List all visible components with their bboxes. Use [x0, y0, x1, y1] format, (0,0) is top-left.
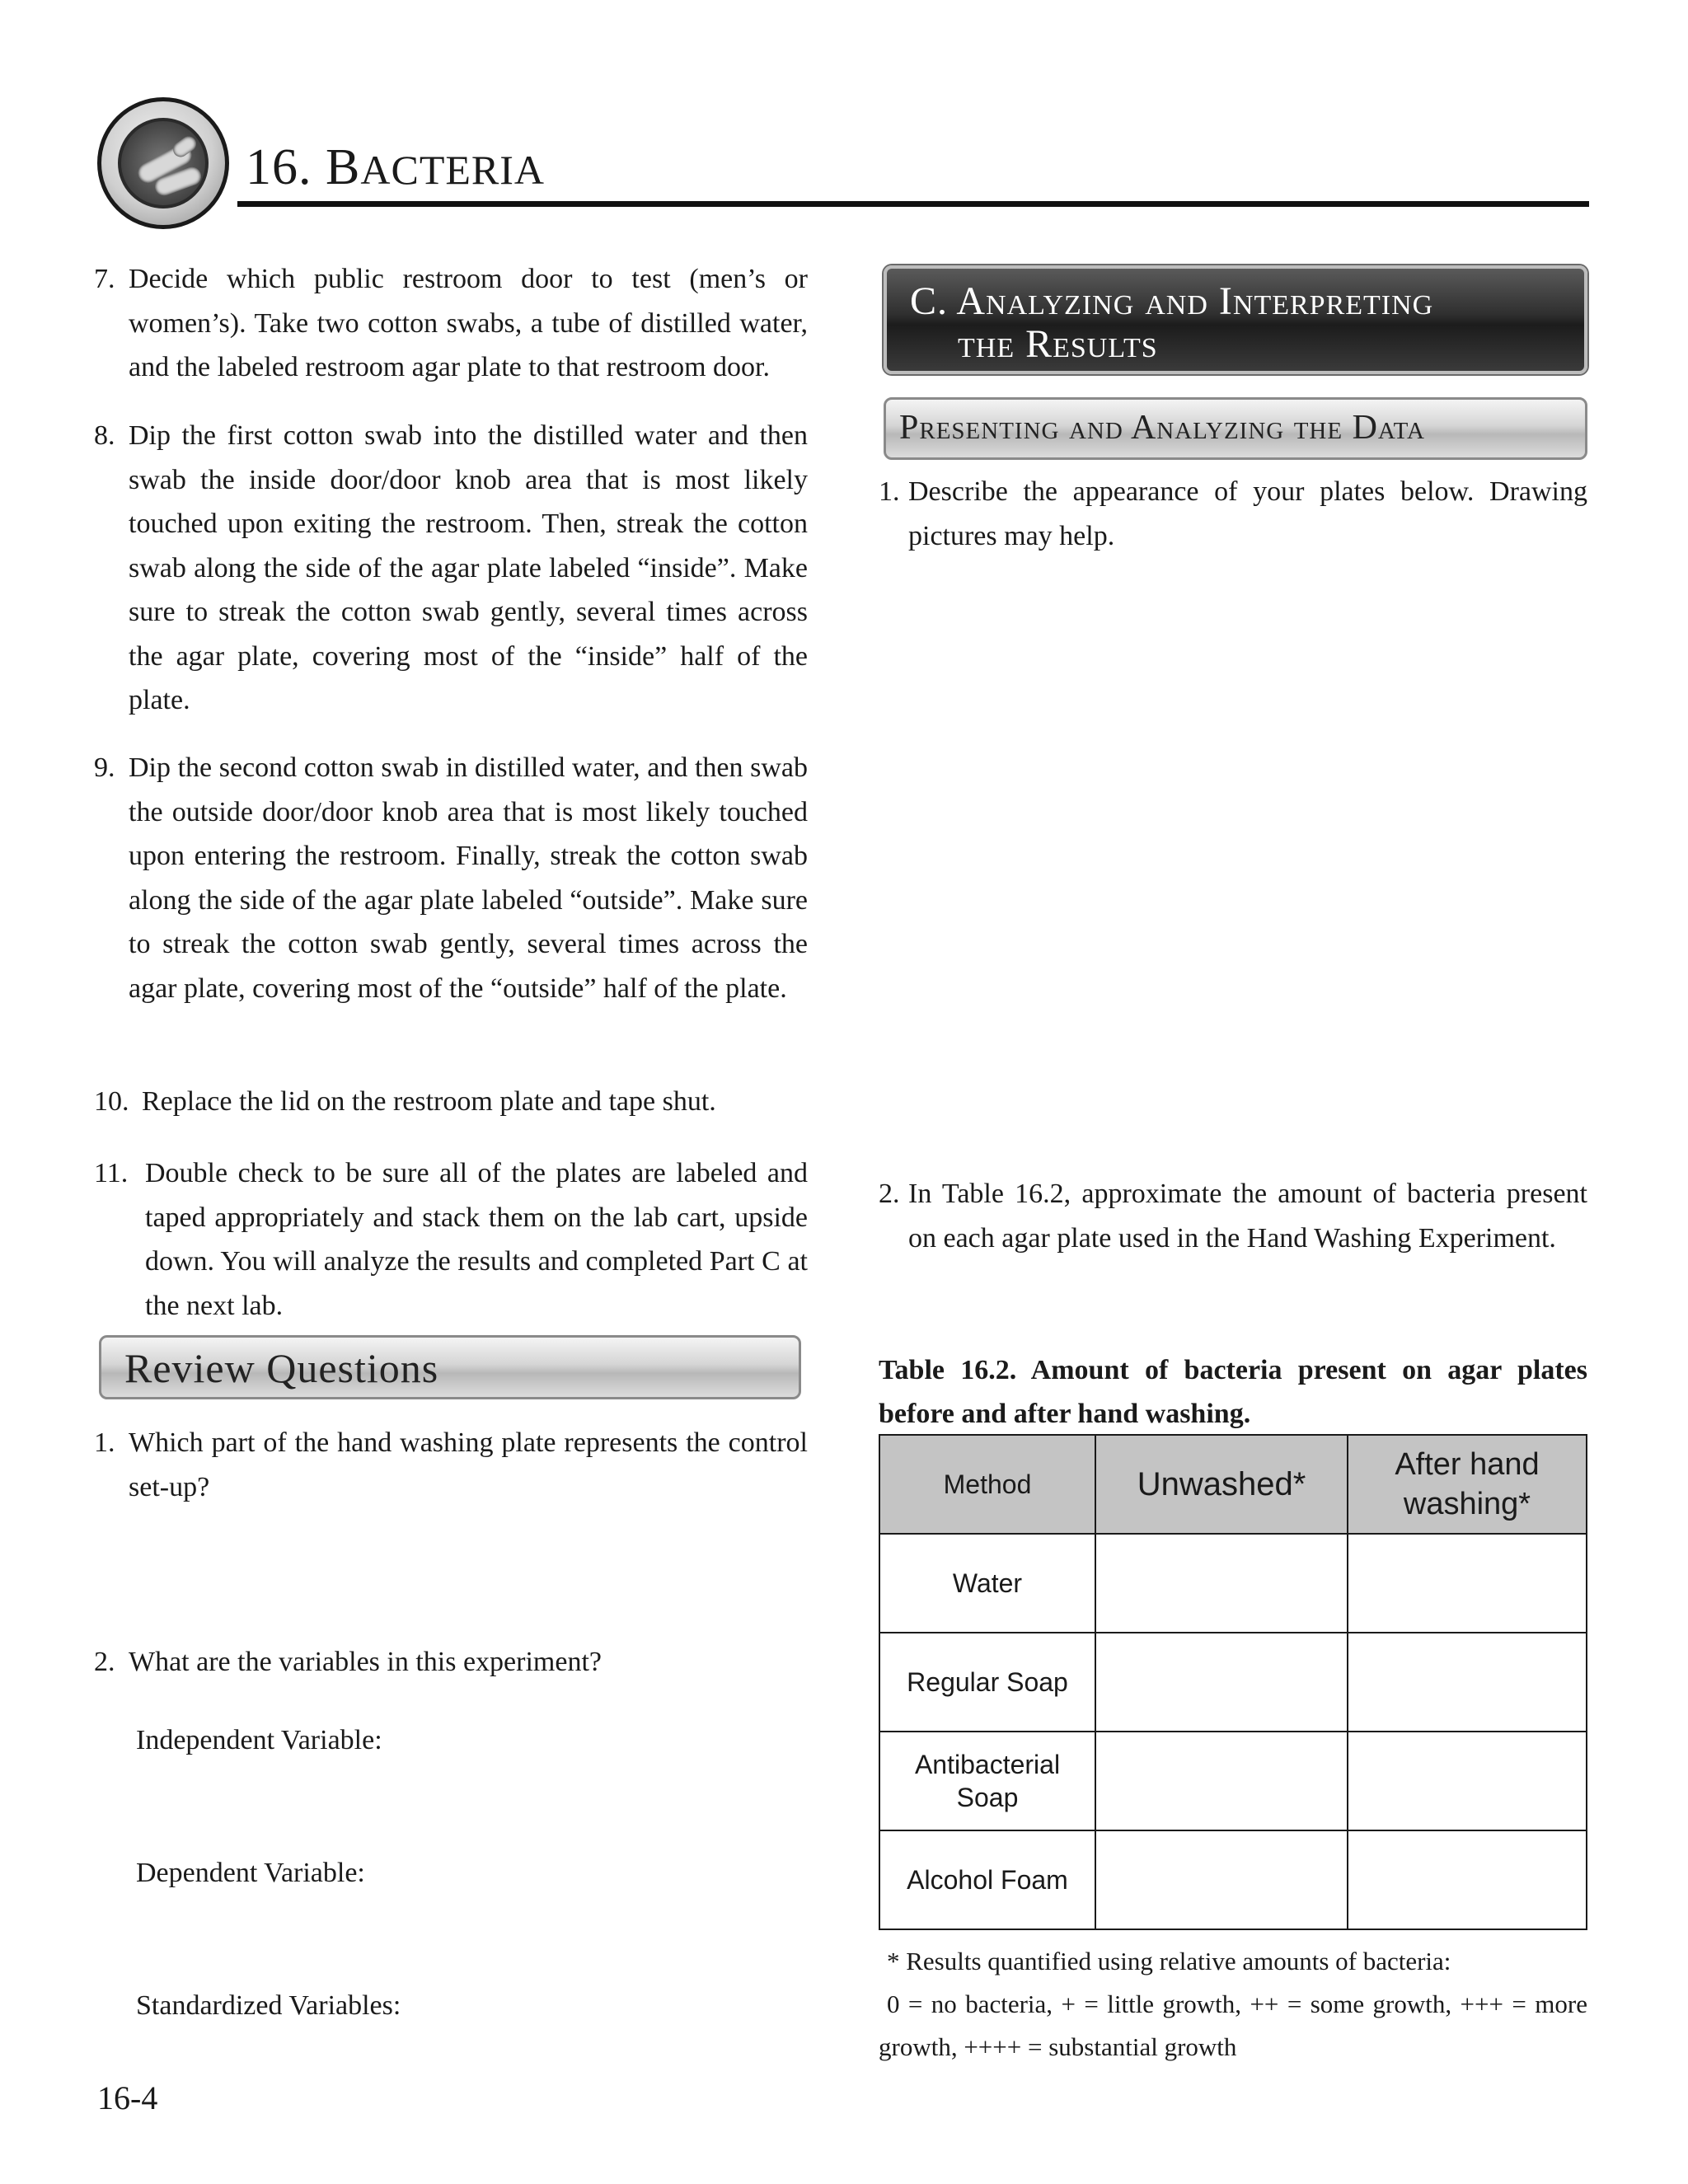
bacteria-table: [879, 1434, 1587, 1930]
method-cell: Water: [879, 1534, 1095, 1633]
header-method: Method: [879, 1435, 1095, 1534]
header-unwashed: Unwashed*: [1095, 1435, 1348, 1534]
review-questions-heading: Review Questions: [99, 1335, 801, 1399]
table-caption: Table 16.2. Amount of bacteria present on agar plates before and after hand washing.: [879, 1355, 1587, 1429]
independent-variable-label: Independent Variable:: [136, 1725, 382, 1755]
header-rule: [237, 201, 1589, 207]
list-item: 9. Dip the second cotton swab in distilled water, and then swab the outside door/door knob area that is most likely touched upon entering the restroom. Finally, streak the cotton swab along the side of the agar plate labeled “outside”. Make sure to streak the cotton swab gently, several times across the agar plate, covering most of the “outside” half of the plate.: [94, 752, 808, 1004]
method-cell: Alcohol Foam: [879, 1830, 1095, 1929]
unwashed-cell[interactable]: [1095, 1534, 1348, 1633]
method-cell: Regular Soap: [879, 1633, 1095, 1732]
right-question-1: 1. Describe the appearance of your plates below. Drawing pictures may help.: [879, 476, 1587, 551]
after-washing-cell[interactable]: [1348, 1633, 1587, 1732]
chapter-logo-icon: [97, 97, 229, 229]
review-question: 2. What are the variables in this experiment?: [94, 1647, 602, 1677]
dependent-variable-label: Dependent Variable:: [136, 1858, 365, 1888]
unwashed-cell[interactable]: [1095, 1830, 1348, 1929]
after-washing-cell[interactable]: [1348, 1732, 1587, 1830]
standardized-variables-label: Standardized Variables:: [136, 1990, 401, 2021]
list-item: 8. Dip the first cotton swab into the distilled water and then swab the inside door/door knob area that is most likely touched upon exiting the restroom. Then, streak the cotton swab along the side of the agar plate labeled “inside”. Make sure to streak the cotton swab gently, several times across the agar plate, covering most of the “inside” half of the plate.: [94, 420, 808, 715]
presenting-data-heading: Presenting and Analyzing the Data: [884, 397, 1587, 460]
table-row: [879, 1534, 1587, 1633]
review-question: 1. Which part of the hand washing plate represents the control set-up?: [94, 1427, 808, 1502]
table-footnote-2: 0 = no bacteria, + = little growth, ++ = some growth, +++ = more growth, ++++ = substantial growth: [879, 1990, 1587, 2061]
unwashed-cell[interactable]: [1095, 1732, 1348, 1830]
table-footnote-1: * Results quantified using relative amounts of bacteria:: [887, 1947, 1451, 1975]
list-item: 11. Double check to be sure all of the plates are labeled and taped appropriately and stack them on the lab cart, upside down. You will analyze the results and completed Part C at the next lab.: [94, 1158, 808, 1321]
table-row: [879, 1633, 1587, 1732]
method-cell: Antibacterial Soap: [879, 1732, 1095, 1830]
page-number: 16-4: [97, 2079, 158, 2116]
after-washing-cell[interactable]: [1348, 1534, 1587, 1633]
header-after-washing: After hand washing*: [1348, 1435, 1587, 1534]
after-washing-cell[interactable]: [1348, 1830, 1587, 1929]
list-item: 10. Replace the lid on the restroom plate and tape shut.: [94, 1086, 716, 1117]
right-question-2: 2. In Table 16.2, approximate the amount of bacteria present on each agar plate used in the Hand Washing Experiment.: [879, 1179, 1587, 1254]
table-row: [879, 1830, 1587, 1929]
unwashed-cell[interactable]: [1095, 1633, 1348, 1732]
list-item: 7. Decide which public restroom door to test (men’s or women’s). Take two cotton swabs, a tube of distilled water, and the labeled restroom agar plate to that restroom door.: [94, 264, 808, 382]
table-row: [879, 1732, 1587, 1830]
section-c-heading: C. Analyzing and Interpreting the Results: [884, 265, 1587, 374]
chapter-title: 16. BACTERIA: [246, 139, 546, 195]
